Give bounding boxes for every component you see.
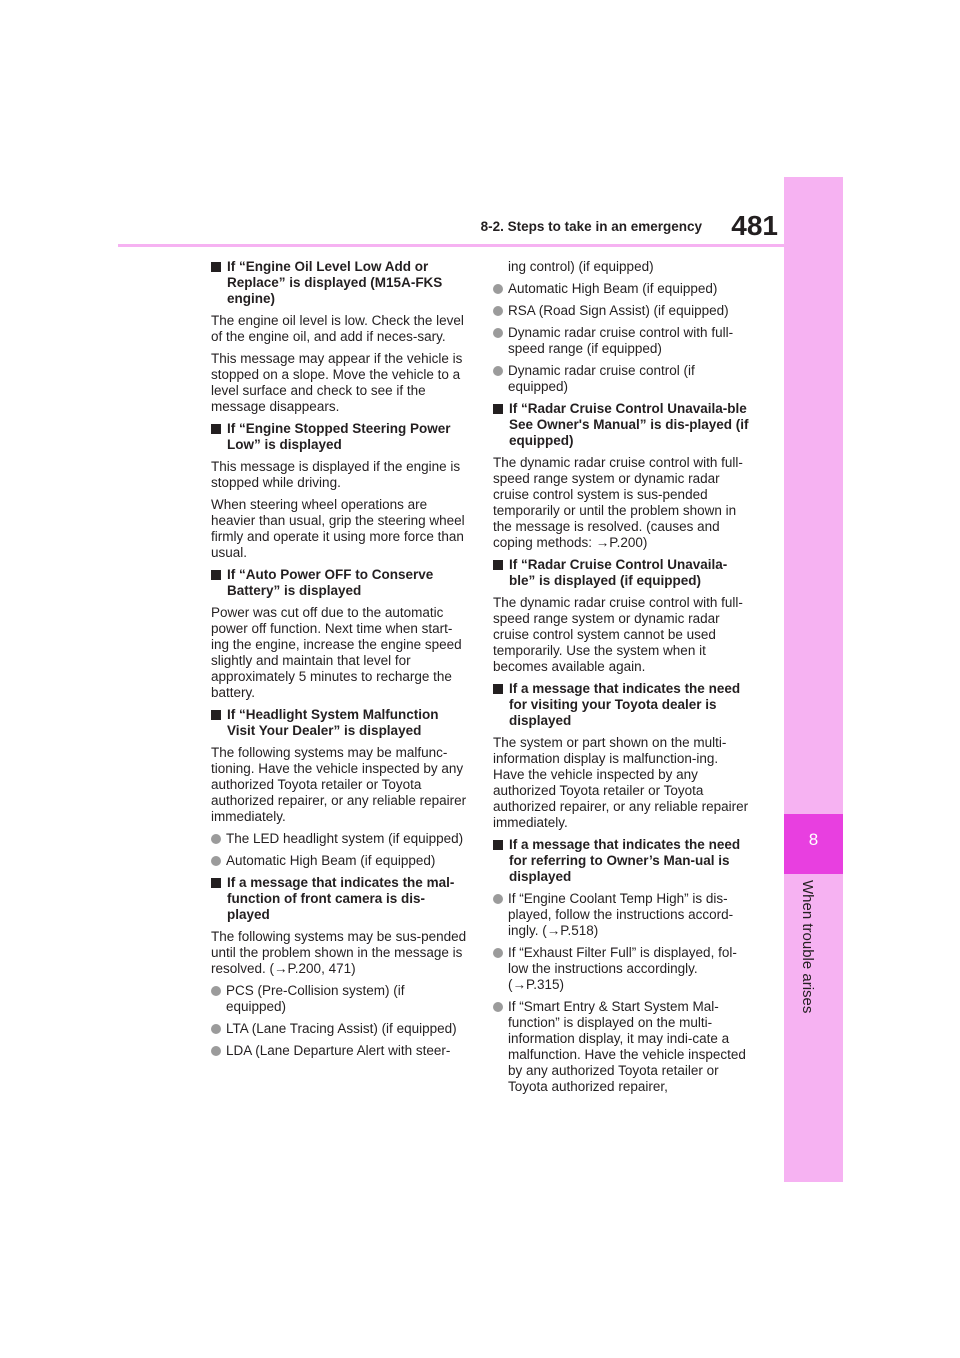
chapter-number: 8: [808, 830, 819, 849]
chapter-side-tab: [784, 177, 843, 1182]
paragraph: The engine oil level is low. Check the level of the engine oil, and add if neces-sary.: [211, 313, 464, 344]
bullet-item: PCS (Pre-Collision system) (if equipped): [211, 983, 467, 1015]
paragraph: Power was cut off due to the automatic power off function. Next time when start-ing the engine, increase the engine speed slightly and maintain that level for approximately 5 minutes to recharge the battery.: [211, 605, 462, 700]
paragraph: The following systems may be sus-pended until the problem shown in the message is resolved. (→P.200, 471): [211, 929, 467, 976]
section-heading: If “Engine Stopped Steering Power Low” is displayed: [211, 421, 467, 453]
section-heading: If “Auto Power OFF to Conserve Battery” is displayed: [211, 567, 467, 599]
bullet-item: Automatic High Beam (if equipped): [493, 281, 749, 297]
section-heading: If “Engine Oil Level Low Add or Replace” is displayed (M15A-FKS engine): [211, 259, 467, 307]
paragraph: This message may appear if the vehicle is stopped on a slope. Move the vehicle to a level surface and check to see if the message disappears.: [211, 351, 463, 414]
bullet-item: Dynamic radar cruise control (if equipped): [493, 363, 749, 395]
paragraph: The dynamic radar cruise control with full-speed range system or dynamic radar cruise control system is sus-pended temporarily or until the problem shown in the message is resolved. (causes and coping methods: →P.200): [493, 455, 743, 550]
section-heading: If “Radar Cruise Control Unavaila-ble See Owner's Manual” is dis-played (if equipped): [493, 401, 749, 449]
bullet-item: Automatic High Beam (if equipped): [211, 853, 467, 869]
paragraph: The system or part shown on the multi-information display is malfunction-ing. Have the vehicle inspected by any authorized Toyota retailer or Toyota authorized repairer, or any reliable repairer immediately.: [493, 735, 749, 830]
bullet-item: If “Exhaust Filter Full” is displayed, fol-low the instructions accordingly. (→P.315): [493, 945, 749, 993]
header-divider: [118, 244, 784, 247]
bullet-item: Dynamic radar cruise control with full-speed range (if equipped): [493, 325, 749, 357]
paragraph: This message is displayed if the engine is stopped while driving.: [211, 459, 461, 490]
bullet-continuation: ing control) (if equipped): [508, 259, 654, 274]
left-column: [211, 259, 467, 1065]
bullet-item: The LED headlight system (if equipped): [211, 831, 467, 847]
right-column: [493, 259, 749, 1101]
bullet-item: If “Engine Coolant Temp High” is dis-played, follow the instructions accord-ingly. (→P.518): [493, 891, 749, 939]
paragraph: The dynamic radar cruise control with full-speed range system or dynamic radar cruise control system cannot be used temporarily. Use the system when it becomes available again.: [493, 595, 743, 674]
bullet-item: If “Smart Entry & Start System Mal-function” is displayed on the multi-information display, it may indi-cate a malfunction. Have the vehicle inspected by any authorized Toyota retailer or Toyota authorized repairer,: [493, 999, 749, 1095]
section-title: 8-2. Steps to take in an emergency: [480, 219, 702, 234]
section-heading: If a message that indicates the need for referring to Owner’s Man-ual is displayed: [493, 837, 749, 885]
section-heading: If “Radar Cruise Control Unavaila-ble” is displayed (if equipped): [493, 557, 749, 589]
page-number: 481: [731, 210, 778, 241]
chapter-title: When trouble arises: [799, 880, 816, 1014]
section-heading: If “Headlight System Malfunction Visit Your Dealer” is displayed: [211, 707, 467, 739]
section-heading: If a message that indicates the mal-function of front camera is dis-played: [211, 875, 467, 923]
bullet-item: LDA (Lane Departure Alert with steer-: [211, 1043, 467, 1059]
section-heading: If a message that indicates the need for visiting your Toyota dealer is displayed: [493, 681, 749, 729]
paragraph: When steering wheel operations are heavier than usual, grip the steering wheel firmly and operate it using more force than usual.: [211, 497, 465, 560]
paragraph: The following systems may be malfunc-tioning. Have the vehicle inspected by any authorized Toyota retailer or Toyota authorized repairer, or any reliable repairer immediately.: [211, 745, 467, 824]
bullet-item: RSA (Road Sign Assist) (if equipped): [493, 303, 749, 319]
bullet-item: LTA (Lane Tracing Assist) (if equipped): [211, 1021, 467, 1037]
